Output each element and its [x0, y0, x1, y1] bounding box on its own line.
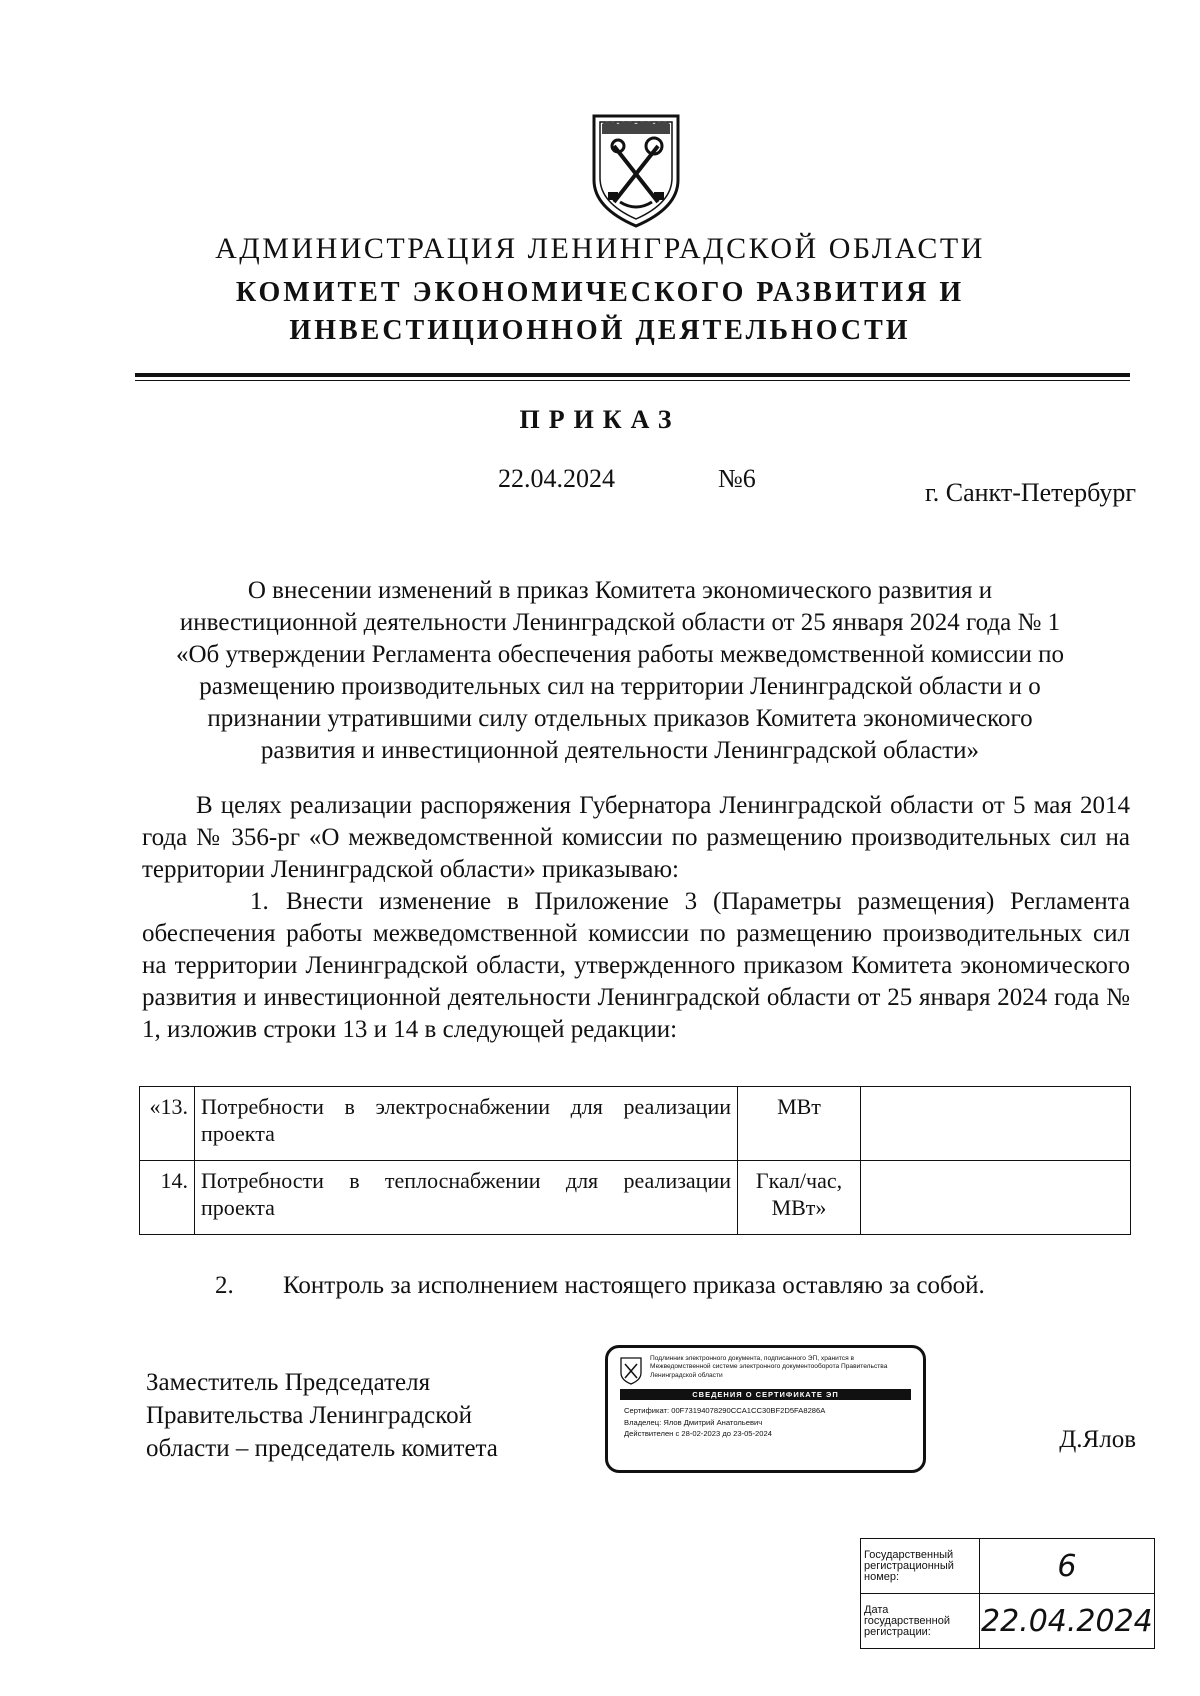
document-number: №6	[718, 464, 756, 493]
body-item-1	[142, 886, 1130, 1046]
registration-box	[860, 1538, 1155, 1649]
item-1-text: Внести изменение в Приложение 3 (Параметры размещения) Регламента обеспечения работы межведомственной комиссии по размещению производительных сил на территории Ленинградской области, утвержденного приказом Комитета экономического развития и инвестиционной деятельности Ленинградской области от 25 января 2024 года № 1, изложив строки 13 и 14 в следующей редакции:	[142, 888, 1130, 1043]
row-value	[861, 1087, 1131, 1161]
org-name-line2: КОМИТЕТ ЭКОНОМИЧЕСКОГО РАЗВИТИЯ И	[235, 277, 965, 308]
row-number: «13.	[140, 1087, 195, 1161]
row-value	[861, 1161, 1131, 1235]
subject-line: размещению производительных сил на территории Ленинградской области и о	[199, 673, 1041, 700]
body-item-2	[215, 1272, 985, 1300]
signatory-title-line: Правительства Ленинградской	[146, 1402, 473, 1429]
signatory-name: Д.Ялов	[1059, 1426, 1136, 1453]
body-intro: В целях реализации распоряжения Губернатора Ленинградской области от 5 мая 2014 года № 356-рг «О межведомственной комиссии по размещению производительных сил на территории Ленинградской области» приказываю:	[142, 792, 1130, 883]
electronic-signature-stamp	[605, 1345, 926, 1473]
registration-date-value: 22.04.2024	[980, 1594, 1155, 1649]
row-text: Потребности в теплоснабжении для реализации проекта	[195, 1161, 738, 1235]
registration-date-label: Дата государственной регистрации:	[861, 1594, 980, 1649]
esign-header: СВЕДЕНИЯ О СЕРТИФИКАТЕ ЭП	[620, 1389, 911, 1400]
table-row	[140, 1161, 1131, 1235]
document-type: ПРИКАЗ	[519, 405, 681, 434]
subject-line: «Об утверждении Регламента обеспечения работы межведомственной комиссии по	[176, 641, 1064, 668]
row-number: 14.	[140, 1161, 195, 1235]
registration-row	[861, 1539, 1155, 1594]
row-text: Потребности в электроснабжении для реализации проекта	[195, 1087, 738, 1161]
signatory-title-line: области – председатель комитета	[146, 1435, 498, 1462]
header-rule-thick	[135, 373, 1130, 377]
subject-line: развития и инвестиционной деятельности Ленинградской области»	[260, 737, 980, 764]
esign-details	[624, 1405, 825, 1440]
amendment-table	[139, 1086, 1131, 1235]
coat-of-arms-emblem	[588, 112, 684, 230]
item-2-number: 2.	[215, 1272, 234, 1299]
document-subject	[120, 575, 1120, 767]
document-city: г. Санкт-Петербург	[925, 478, 1136, 507]
row-unit: Гкал/час, МВт»	[738, 1161, 861, 1235]
coat-of-arms-icon	[620, 1357, 642, 1385]
esign-note: Подлинник электронного документа, подписанного ЭП, хранится в Межведомственной системе электронного документооборота Правительства Ленинградской области	[650, 1355, 888, 1379]
subject-line: О внесении изменений в приказ Комитета экономического развития и	[247, 577, 993, 604]
esign-certificate: Сертификат: 00F73194078290CCA1CC30BF2D5FA8286A	[624, 1406, 826, 1415]
item-1-number: 1.	[250, 888, 269, 915]
subject-line: признании утратившими силу отдельных приказов Комитета экономического	[207, 705, 1033, 732]
esign-owner: Владелец: Ялов Дмитрий Анатольевич	[624, 1417, 763, 1427]
signatory-title-line: Заместитель Председателя	[146, 1369, 431, 1396]
row-unit: МВт	[738, 1087, 861, 1161]
subject-line: инвестиционной деятельности Ленинградской области от 25 января 2024 года № 1	[179, 609, 1061, 636]
org-name-line1: АДМИНИСТРАЦИЯ ЛЕНИНГРАДСКОЙ ОБЛАСТИ	[215, 232, 985, 265]
org-name-committee	[0, 274, 1200, 350]
registration-number-value: 6	[980, 1539, 1155, 1594]
signatory-title	[146, 1366, 498, 1465]
registration-row	[861, 1594, 1155, 1649]
document-date: 22.04.2024	[498, 464, 615, 493]
item-2-text: Контроль за исполнением настоящего приказа оставляю за собой.	[283, 1272, 985, 1299]
header-rule-thin	[135, 380, 1130, 381]
registration-number-label: Государственный регистрационный номер:	[861, 1539, 980, 1594]
org-name-line3: ИНВЕСТИЦИОННОЙ ДЕЯТЕЛЬНОСТИ	[289, 315, 911, 346]
esign-valid: Действителен с 28-02-2023 до 23-05-2024	[624, 1429, 772, 1438]
table-row	[140, 1087, 1131, 1161]
